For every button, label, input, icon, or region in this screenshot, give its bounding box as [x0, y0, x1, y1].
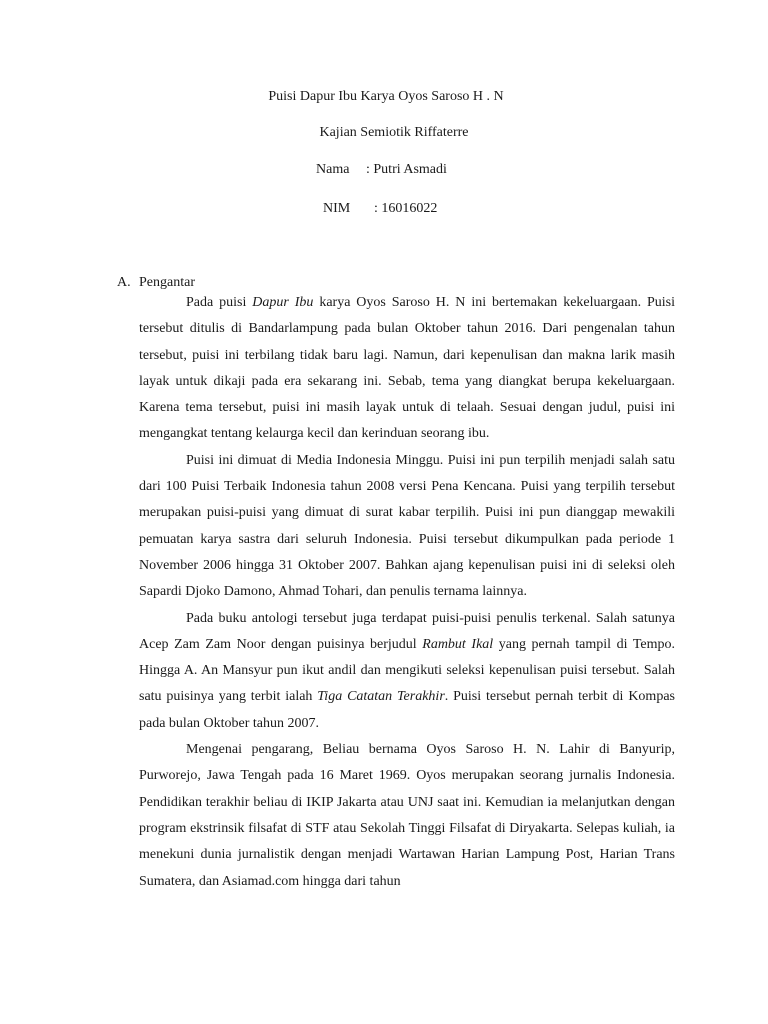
paragraph-1-text-a: Pada puisi: [186, 295, 253, 310]
paragraph-1: [139, 290, 675, 448]
paragraph-3: [139, 606, 675, 737]
document-subtitle: [0, 125, 768, 141]
poem-title-rambut-ikal: Rambut Ikal: [422, 636, 494, 652]
name-label: Nama: [316, 162, 350, 177]
section-title: Pengantar: [139, 275, 195, 290]
paragraph-3-text-c: . Puisi tersebut pernah terbit di Kompas pada bulan Oktober tahun 2007.: [139, 689, 675, 731]
paragraph-2: Puisi ini dimuat di Media Indonesia Minggu. Puisi ini pun terpilih menjadi salah satu dari 100 Puisi Terbaik Indonesia tahun 2008 versi Pena Kencana. Puisi yang terpilih tersebut merupakan puisi-puisi yang dimuat di surat kabar terpilih. Puisi ini pun dianggap mewakili pemuatan karya sastra dari seluruh Indonesia. Puisi tersebut dikumpulkan pada periode 1 November 2006 hingga 31 Oktober 2007. Bahkan ajang kepenulisan puisi ini di seleksi oleh Sapardi Djoko Damono, Ahmad Tohari, dan penulis ternama lainnya.: [139, 452, 675, 600]
title-text: Puisi Dapur Ibu Karya Oyos Saroso H . N: [268, 89, 504, 104]
section-heading: [117, 275, 195, 291]
student-id-field: [323, 201, 437, 217]
poem-title-italic: Dapur Ibu: [252, 295, 314, 310]
poem-title-tiga-catatan: Tiga Catatan Terakhir: [317, 689, 445, 705]
document-title: [0, 89, 768, 105]
nim-value: : 16016022: [374, 201, 438, 216]
paragraph-1-text-b: karya Oyos Saroso H. N ini bertemakan kekeluargaan. Puisi tersebut ditulis di Bandarlampung pada bulan Oktober tahun 2016. Dari pengenalan tahun tersebut, puisi ini terbilang tidak baru lagi. Namun, dari kepenulisan dan makna larik masih layak untuk dikaji pada era sekarang ini. Sebab, tema yang diangkat berupa kekeluargaan. Karena tema tersebut, puisi ini masih layak untuk di telaah. Sesuai dengan judul, puisi ini mengangkat tentang kelaurga kecil dan kerinduan seorang ibu.: [139, 295, 675, 442]
paragraph-4: Mengenai pengarang, Beliau bernama Oyos Saroso H. N. Lahir di Banyurip, Purworejo, Jawa Tengah pada 16 Maret 1969. Oyos merupakan seorang jurnalis Indonesia. Pendidikan terakhir beliau di IKIP Jakarta atau UNJ saat ini. Kemudian ia melanjutkan dengan program ekstrinsik filsafat di STF atau Sekolah Tinggi Filsafat di Diryakarta. Selepas kuliah, ia menekuni dunia jurnalistik dengan menjadi Wartawan Harian Lampung Post, Harian Trans Sumatera, dan Asiamad.com hingga dari tahun: [139, 742, 675, 889]
author-name-field: [316, 162, 447, 178]
body-text: [139, 290, 675, 895]
subtitle-text: Kajian Semiotik Riffaterre: [319, 125, 469, 140]
paragraph-3-text-a: Pada buku antologi tersebut juga terdapat puisi-puisi penulis terkenal. Salah satunya Acep Zam Zam Noor dengan puisinya berjudul: [139, 610, 675, 652]
section-letter: A.: [117, 275, 131, 290]
name-value: : Putri Asmadi: [366, 162, 447, 177]
paragraph-3-text-b: yang pernah tampil di Tempo. Hingga A. An Mansyur pun ikut andil dan mengikuti seleksi kepenulisan puisi tersebut. Salah satu puisinya yang terbit ialah: [139, 636, 675, 705]
nim-label: NIM: [323, 201, 351, 216]
